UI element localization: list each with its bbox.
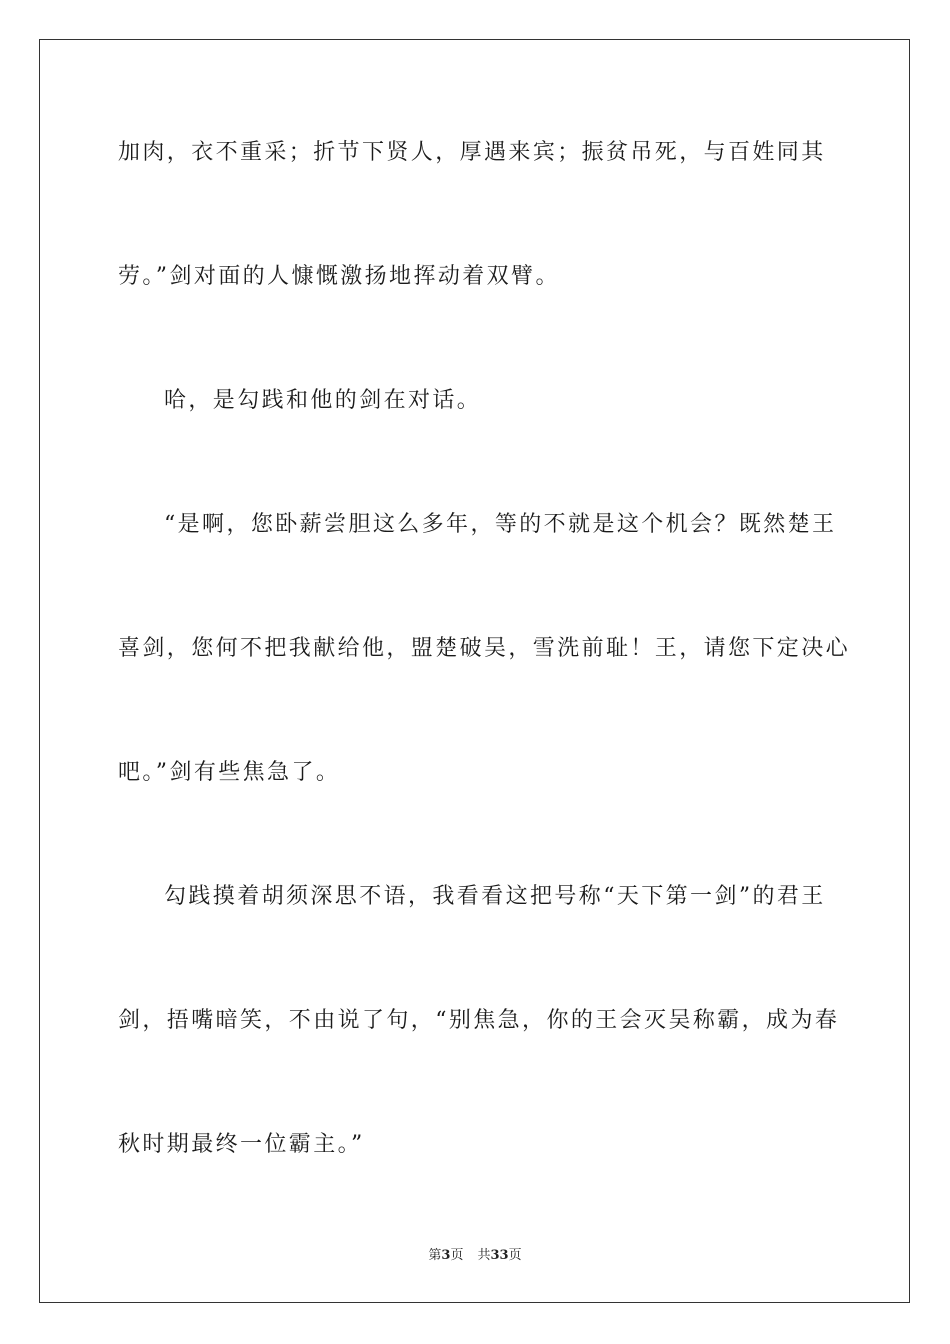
page-number: 3 bbox=[441, 1248, 451, 1263]
total-suffix: 页 bbox=[508, 1248, 522, 1263]
page-prefix: 第 bbox=[428, 1248, 442, 1263]
text-line: 剑，捂嘴暗笑，不由说了句，“别焦急，你的王会灭吴称霸，成为春 bbox=[118, 1008, 840, 1033]
text-line: 喜剑，您何不把我献给他，盟楚破吴，雪洗前耻！王，请您下定决心 bbox=[118, 636, 851, 661]
paragraph-line: 哈，是勾践和他的剑在对话。 bbox=[164, 388, 482, 413]
paragraph-line: 勾践摸着胡须深思不语，我看看这把号称“天下第一剑”的君王 bbox=[164, 884, 826, 909]
page-suffix: 页 bbox=[450, 1248, 464, 1263]
text-line: 秋时期最终一位霸主。” bbox=[118, 1132, 365, 1157]
paragraph-line: “是啊，您卧薪尝胆这么多年，等的不就是这个机会？既然楚王 bbox=[164, 512, 837, 537]
page-footer bbox=[0, 1247, 950, 1265]
text-line: 加肉，衣不重采；折节下贤人，厚遇来宾；振贫吊死，与百姓同其 bbox=[118, 140, 826, 165]
text-line: 吧。”剑有些焦急了。 bbox=[118, 760, 341, 785]
total-prefix: 共 bbox=[477, 1248, 491, 1263]
total-pages: 33 bbox=[490, 1248, 509, 1263]
text-line: 劳。”剑对面的人慷慨激扬地挥动着双臂。 bbox=[118, 264, 560, 289]
page-border bbox=[39, 39, 910, 1303]
